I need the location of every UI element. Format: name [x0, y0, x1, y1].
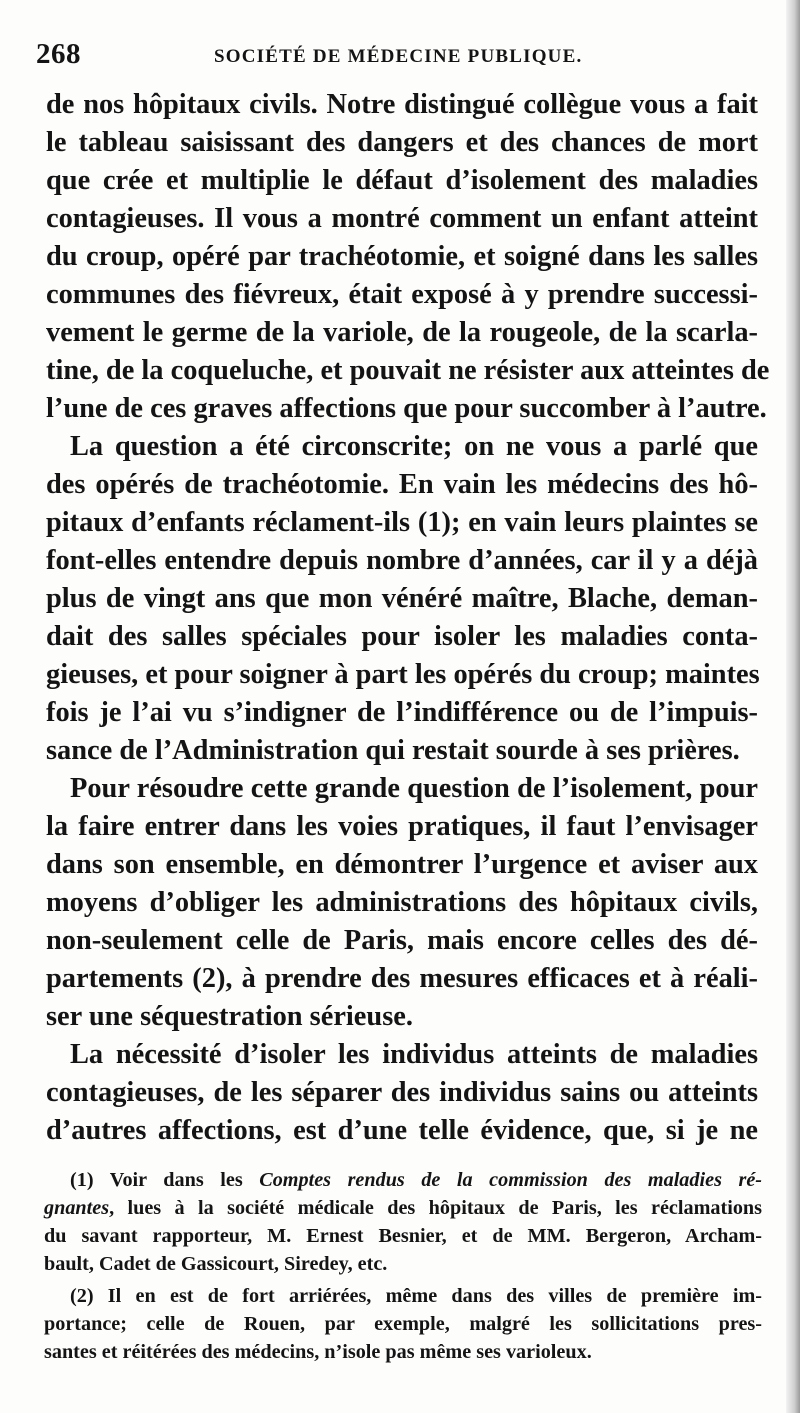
footnote-title-italic: Comptes rendus de la commission des maladies ré-	[259, 1169, 763, 1191]
paragraph-2	[46, 428, 758, 770]
text-line: pitaux d’enfants réclament-ils (1); en vain leurs plaintes se	[46, 507, 758, 538]
footnote-line: bault, Cadet de Gassicourt, Siredey, etc.	[44, 1253, 388, 1275]
footnote-text: , lues à la société médicale des hôpitaux de Paris, les réclamations	[109, 1197, 762, 1219]
footnote-line: santes et réitérées des médecins, n’isole pas même ses varioleux.	[44, 1341, 592, 1363]
text-line: l’une de ces graves affections que pour succomber à l’autre.	[46, 393, 767, 424]
text-line: Pour résoudre cette grande question de l’isolement, pour	[70, 773, 758, 804]
text-line: dans son ensemble, en démontrer l’urgence et aviser aux	[46, 849, 758, 880]
text-line: le tableau saisissant des dangers et des chances de mort	[46, 127, 758, 158]
footnotes	[44, 1166, 762, 1370]
footnote-line	[44, 1166, 762, 1194]
text-line: La nécessité d’isoler les individus atteints de maladies	[70, 1039, 758, 1070]
text-line: plus de vingt ans que mon vénéré maître, Blache, deman-	[46, 583, 758, 614]
footnote-2	[44, 1282, 762, 1366]
text-line: communes des fiévreux, était exposé à y prendre successi-	[46, 279, 758, 310]
footnote-line: (2) Il en est de fort arriérées, même dans des villes de première im-	[70, 1285, 762, 1307]
text-line: d’autres affections, est d’une telle évidence, que, si je ne	[46, 1115, 758, 1146]
text-line: partements (2), à prendre des mesures efficaces et à réali-	[46, 963, 758, 994]
text-line: contagieuses, de les séparer des individus sains ou atteints	[46, 1077, 758, 1108]
text-line: des opérés de trachéotomie. En vain les médecins des hô-	[46, 469, 758, 500]
page-header	[36, 38, 756, 78]
text-line: moyens d’obliger les administrations des hôpitaux civils,	[46, 887, 758, 918]
text-line: non-seulement celle de Paris, mais encore celles des dé-	[46, 925, 758, 956]
text-line: que crée et multiplie le défaut d’isolement des maladies	[46, 165, 758, 196]
text-line: fois je l’ai vu s’indigner de l’indifférence ou de l’impuis-	[46, 697, 758, 728]
text-line: vement le germe de la variole, de la rougeole, de la scarla-	[46, 317, 758, 348]
paragraph-3	[46, 770, 758, 1036]
footnote-1	[44, 1166, 762, 1278]
text-line: sance de l’Administration qui restait sourde à ses prières.	[46, 735, 740, 766]
text-line: tine, de la coqueluche, et pouvait ne résister aux atteintes de	[46, 355, 770, 386]
text-line: la faire entrer dans les voies pratiques, il faut l’envisager	[46, 811, 758, 842]
page-number: 268	[36, 38, 81, 70]
page-edge-shadow	[786, 0, 800, 1413]
footnote-line: portance; celle de Rouen, par exemple, malgré les sollicitations pres-	[44, 1313, 762, 1335]
paragraph-4	[46, 1036, 758, 1150]
footnote-text: (1) Voir dans les	[70, 1169, 260, 1191]
footnote-title-italic: gnantes	[44, 1197, 110, 1219]
text-line: gieuses, et pour soigner à part les opérés du croup; maintes	[46, 659, 760, 690]
text-line: font-elles entendre depuis nombre d’années, car il y a déjà	[46, 545, 758, 576]
text-line: contagieuses. Il vous a montré comment un enfant atteint	[46, 203, 758, 234]
running-title: SOCIÉTÉ DE MÉDECINE PUBLIQUE.	[214, 46, 583, 67]
footnote-line: du savant rapporteur, M. Ernest Besnier, et de MM. Bergeron, Archam-	[44, 1225, 762, 1247]
paragraph-1	[46, 86, 770, 428]
body-text	[46, 86, 770, 1150]
text-line: La question a été circonscrite; on ne vous a parlé que	[70, 431, 758, 462]
footnote-line	[44, 1194, 762, 1222]
text-line: du croup, opéré par trachéotomie, et soigné dans les salles	[46, 241, 758, 272]
text-line: de nos hôpitaux civils. Notre distingué collègue vous a fait	[46, 89, 758, 120]
text-line: dait des salles spéciales pour isoler les maladies conta-	[46, 621, 758, 652]
text-line: ser une séquestration sérieuse.	[46, 1001, 413, 1032]
